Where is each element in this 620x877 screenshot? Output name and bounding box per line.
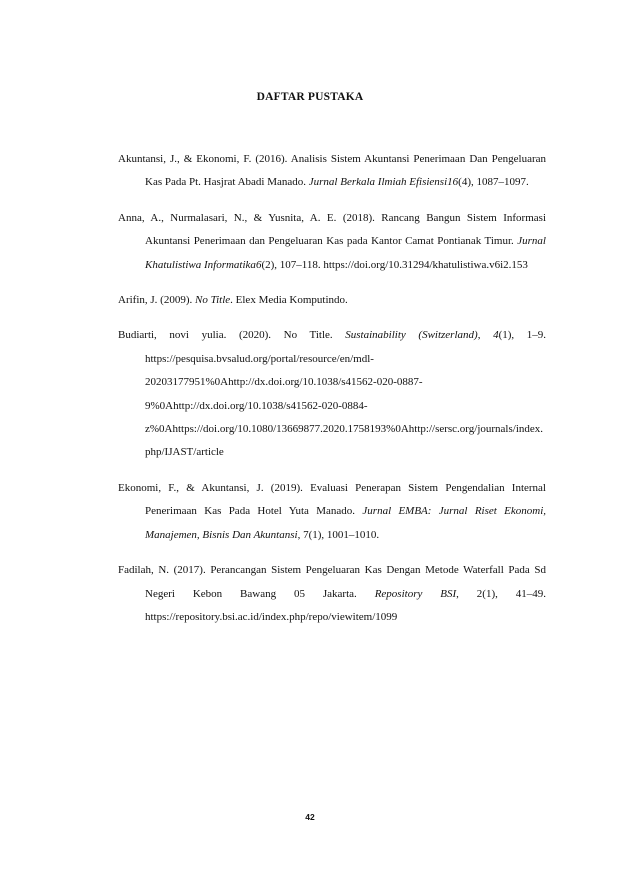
reference-entry bbox=[118, 207, 546, 277]
page-heading: DAFTAR PUSTAKA bbox=[256, 91, 364, 103]
reference-text: Budiarti, novi yulia. (2020). No Title. bbox=[118, 329, 333, 342]
reference-issue-pages: (2), 107–118. bbox=[261, 258, 321, 271]
reference-journal: Repository BSI bbox=[374, 587, 457, 600]
reference-entry bbox=[118, 559, 546, 629]
reference-volume: 6 bbox=[255, 258, 262, 271]
reference-text: Anna, A., Nurmalasari, N., & Yusnita, A. E. (2018). Rancang Bangun Sistem Informasi Akuntansi Penerimaan dan Pengeluaran Kas pada Kantor Camat Pontianak Timur. bbox=[118, 211, 546, 248]
reference-journal: Jurnal Berkala Ilmiah Efisiensi bbox=[308, 176, 448, 189]
reference-list bbox=[118, 148, 546, 641]
reference-volume: 16 bbox=[447, 176, 459, 189]
page-number: 42 bbox=[305, 812, 315, 822]
reference-entry bbox=[118, 148, 546, 195]
reference-entry bbox=[118, 477, 546, 547]
reference-url[interactable]: https://doi.org/10.31294/khatulistiwa.v6i2.153 bbox=[323, 258, 528, 271]
reference-entry: Budiarti, novi yulia. (2020). No Title. Sustainability (Switzerland), 4(1), 1–9. https://pesquisa.bvsalud.org/portal/resource/en/mdl-20203177951%0Ahttp://dx.doi.org/10.1038/s41562-020-0887-9%0Ahttp://dx.doi.org/10.1038/s41562-020-0884-z%0Ahttps://doi.org/10.1080/13669877.2020.1758193%0Ahttp://sersc.org/journals/index.php/IJAST/article bbox=[118, 329, 547, 459]
reference-url[interactable]: https://pesquisa.bvsalud.org/portal/resource/en/mdl-20203177951%0Ahttp://dx.doi.org/10.1038/s41562-020-0887-9%0Ahttp://dx.doi.org/10.1038/s41562-020-0884-z%0Ahttps://doi.org/10.1080/13669877.2020.1758193%0Ahttp://sersc.org/journals/index.php/IJAST/article bbox=[145, 352, 544, 459]
reference-issue-pages: , 7(1), 1001–1010. bbox=[297, 528, 380, 541]
reference-entry bbox=[118, 289, 546, 312]
reference-publisher: . Elex Media Komputindo. bbox=[230, 294, 348, 307]
reference-volume: 4 bbox=[493, 329, 499, 342]
reference-url[interactable]: https://repository.bsi.ac.id/index.php/repo/viewitem/1099 bbox=[145, 610, 398, 623]
reference-issue-pages: (1), 1–9. bbox=[498, 329, 547, 342]
reference-title: No Title bbox=[195, 294, 231, 307]
reference-journal: Sustainability (Switzerland) bbox=[345, 329, 478, 342]
reference-text: Ekonomi, F., & Akuntansi, J. (2019). Evaluasi Penerapan Sistem Pengendalian Internal Penerimaan Kas Pada Hotel Yuta Manado. bbox=[118, 481, 546, 518]
reference-issue-pages: (4), 1087–1097. bbox=[458, 176, 529, 189]
reference-text: Akuntansi, J., & Ekonomi, F. (2016). Analisis Sistem Akuntansi Penerimaan Dan Pengeluaran Kas Pada Pt. Hasjrat Abadi Manado. bbox=[118, 153, 546, 189]
reference-issue-pages: , 2(1), 41–49. bbox=[456, 587, 547, 600]
reference-text: Arifin, J. (2009). bbox=[118, 294, 193, 307]
reference-journal: Jurnal EMBA: Jurnal Riset Ekonomi, Manajemen, Bisnis Dan Akuntansi bbox=[145, 505, 546, 541]
reference-journal: Jurnal Khatulistiwa Informatika bbox=[145, 235, 546, 271]
reference-text: Fadilah, N. (2017). Perancangan Sistem Pengeluaran Kas Dengan Metode Waterfall Pada Sd Negeri Kebon Bawang 05 Jakarta. bbox=[118, 564, 546, 600]
